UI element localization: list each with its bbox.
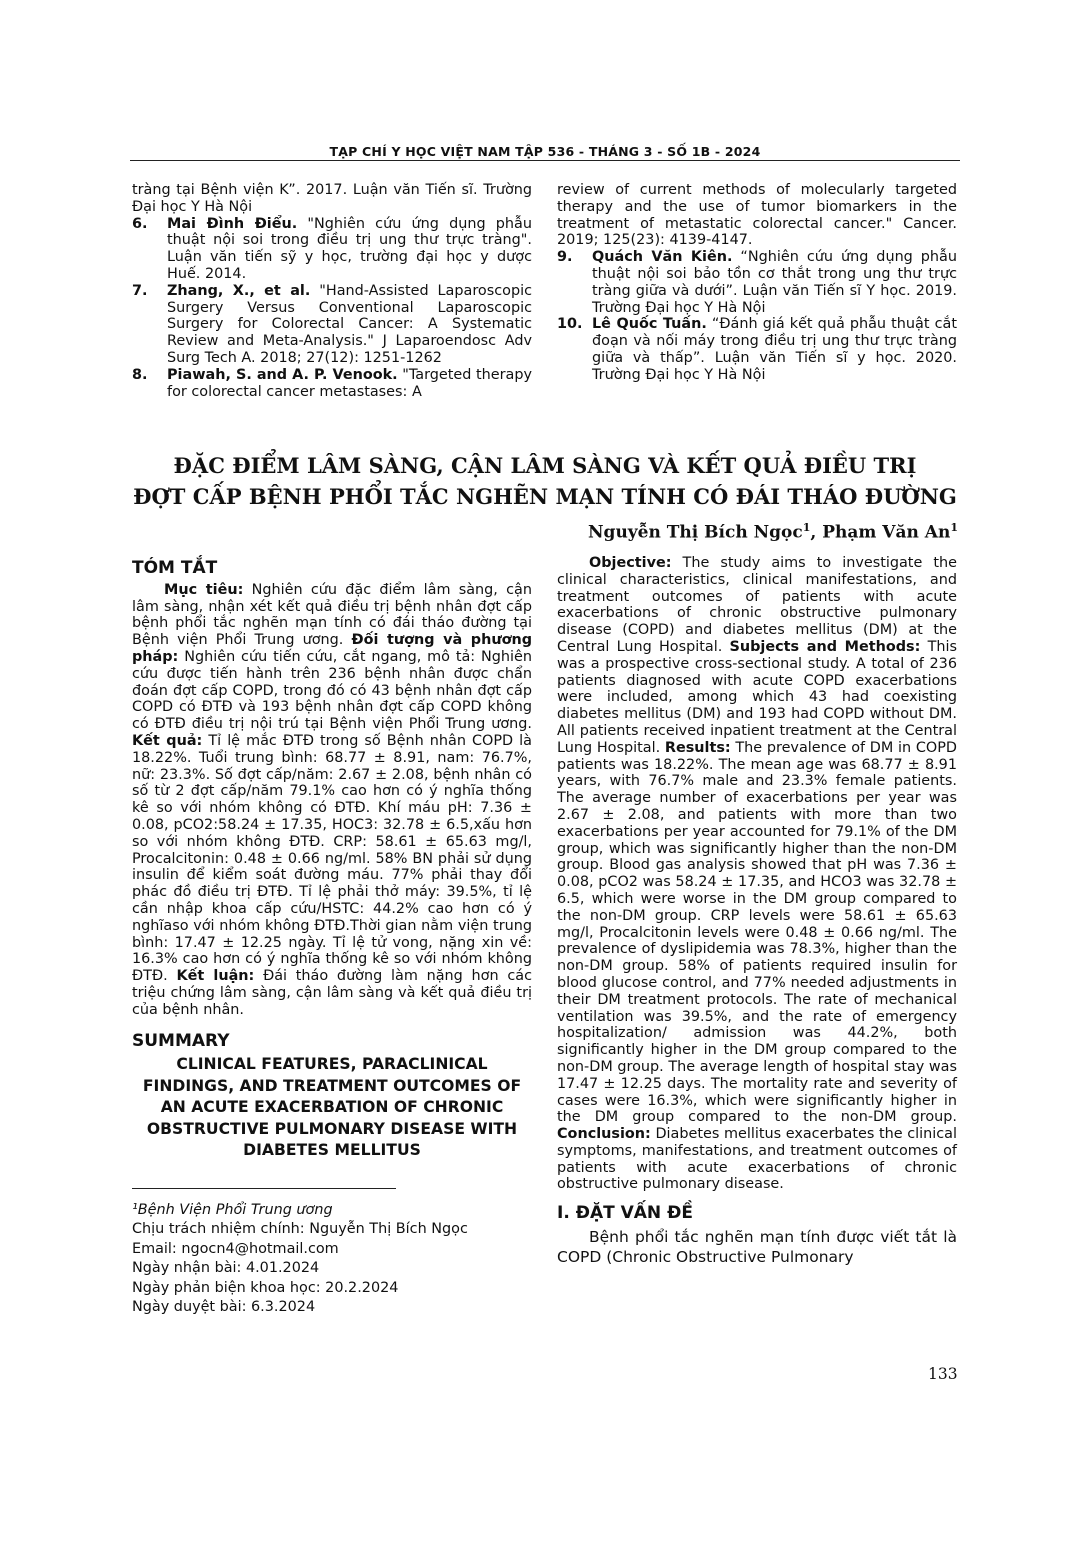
reference-9 xyxy=(557,249,957,316)
header-rule xyxy=(130,160,960,161)
summary-title: CLINICAL FEATURES, PARACLINICAL FINDINGS, AND TREATMENT OUTCOMES OF AN ACUTE EXACERBATION OF CHRONIC OBSTRUCTIVE PULMONARY DISEASE WITH DIABETES MELLITUS xyxy=(142,1055,522,1160)
reference-6 xyxy=(132,216,532,283)
text-results: The prevalence of DM in COPD patients was 18.22%. The mean age was 68.77 ± 8.91 years, with 76.7% male and 23.3% female patients. The average number of exacerbations per year was 2.67 ± 2.08, and patients with more than two exacerbations per year accounted for 79.1% of the DM group, which was significantly higher than the non-DM group. Blood gas analysis showed that pH was 7.36 ± 0.08, pCO2 was 58.24 ± 17.35, and HCO3 was 32.78 ± 6.5, which were worse in the DM group compared to the non-DM group. CRP levels were 58.61 ± 65.63 mg/l, Procalcitonin levels were 0.48 ± 0.66 ng/ml. The prevalence of dyslipidemia was 78.3%, higher than the non-DM group. 58% of patients required insulin for blood glucose control, and 77% needed adjustments in their DM treatment protocols. The rate of mechanical ventilation was 39.5%, and the rate of emergency hospitalization/ admission was 44.2%, both significantly higher in the DM group compared to the non-DM group. The average length of hospital stay was 17.47 ± 12.25 days. The mortality rate and severity of cases were 16.3%, which were significantly higher in the DM group compared to the non-DM group. xyxy=(557,739,957,1126)
reference-author: Zhang, X., et al. xyxy=(167,282,311,299)
author-separator: , xyxy=(810,522,823,543)
reference-number: 6. xyxy=(132,215,148,232)
references-right xyxy=(557,182,957,384)
footnote-rule xyxy=(132,1188,396,1189)
tom-tat-heading: TÓM TẮT xyxy=(132,558,218,578)
author-1-affiliation: 1 xyxy=(802,521,811,534)
corresponding-author: Chịu trách nhiệm chính: Nguyễn Thị Bích Ngọc xyxy=(132,1221,468,1238)
text-doi-tuong: Nghiên cứu tiến cứu, cắt ngang, mô tả: Nghiên cứu được tiến hành trên 236 bệnh nhân được chẩn đoán đợt cấp COPD, trong đó có 43 bệnh nhân đợt cấp COPD có ĐTĐ và 193 bệnh nhân đợt cấp COPD không có ĐTĐ điều trị nội trú tại Bệnh viện Phổi Trung ương. xyxy=(132,648,532,733)
label-results: Results: xyxy=(664,739,731,756)
label-subjects: Subjects and Methods: xyxy=(729,638,921,655)
reference-text: "Hand-Assisted Laparoscopic Surgery Versus Conventional Laparoscopic Surgery for Colorectal Cancer: A Systematic Review and Meta-Analysis." J Laparoendosc Adv Surg Tech A. 2018; 27(12): 1251-1262 xyxy=(167,282,532,366)
reference-author: Lê Quốc Tuấn. xyxy=(592,316,707,333)
reference-8 xyxy=(132,367,532,401)
reference-number: 7. xyxy=(132,282,148,299)
references-left xyxy=(132,182,532,400)
tom-tat-abstract xyxy=(132,582,532,1019)
reference-author: Piawah, S. and A. P. Venook. xyxy=(167,366,398,383)
author-1: Nguyễn Thị Bích Ngọc xyxy=(588,522,803,543)
footnote xyxy=(132,1201,532,1318)
reference-8-continuation: review of current methods of molecularly targeted therapy and the use of tumor biomarkers in the treatment of metastatic colorectal cancer." Cancer. 2019; 125(23): 4139-4147. xyxy=(557,182,957,249)
label-conclusion: Conclusion: xyxy=(557,1126,651,1143)
label-muc-tieu: Mục tiêu: xyxy=(164,581,244,598)
author-2-affiliation: 1 xyxy=(950,521,958,534)
reference-text: “Đánh giá kết quả phẫu thuật cắt đoạn và nối máy trong điều trị ung thư trực tràng giữa và thấp”. Luận văn Tiến sĩ y học. 2020. Trường Đại học Y Hà Nội xyxy=(592,316,957,383)
text-muc-tieu: Nghiên cứu đặc điểm lâm sàng, cận lâm sàng, nhận xét kết quả điều trị bệnh nhân đợt cấp bệnh phổi tắc nghẽn mạn tính có đái tháo đường tại Bệnh viện Phổi Trung ương. xyxy=(132,581,532,649)
page-number: 133 xyxy=(928,1365,958,1383)
section-1-heading: I. ĐẶT VẤN ĐỀ xyxy=(557,1203,693,1224)
text-objective: The study aims to investigate the clinical characteristics, clinical manifestations, and treatment outcomes of patients with acute exacerbations of chronic obstructive pulmonary disease (COPD) and diabetes mellitus (DM) at the Central Lung Hospital. xyxy=(557,555,957,655)
reference-10 xyxy=(557,316,957,383)
affiliation: ¹Bệnh Viện Phổi Trung ương xyxy=(132,1201,333,1218)
email: Email: ngocn4@hotmail.com xyxy=(132,1240,339,1257)
summary-abstract xyxy=(557,555,957,1193)
right-column xyxy=(557,555,957,1267)
label-objective: Objective: xyxy=(589,555,672,571)
text-ket-qua: Tỉ lệ mắc ĐTĐ trong số Bệnh nhân COPD là 18.22%. Tuổi trung bình: 68.77 ± 8.91, nam: 76.7%, nữ: 23.3%. Số đợt cấp/năm: 2.67 ± 2.08, bệnh nhân có số từ 2 đợt cấp/năm 79.1% cao hơn có ý nghĩa thống kê so với nhóm không có ĐTĐ. Khí máu pH: 7.36 ± 0.08, pCO2:58.24 ± 17.35, HOC3: 32.78 ± 6.5,xấu hơn so với nhóm không ĐTĐ. CRP: 58.61 ± 65.63 mg/l, Procalcitonin: 0.48 ± 0.66 ng/ml. 58% BN phải sử dụng insulin để kiểm soát đường máu. 77% phải thay đổi phác đồ điều trị ĐTĐ. Tỉ lệ phải thở máy: 39.5%, tỉ lệ cần nhập khoa cấp cứu/HSTC: 44.2% cao hơn có ý nghĩaso với nhóm không ĐTĐ.Thời gian nằm viện trung bình: 17.47 ± 12.25 ngày. Tỉ lệ tử vong, nặng xin về: 16.3% cao hơn có ý nghĩa thống kê so với nhóm không ĐTĐ. xyxy=(132,732,532,985)
reference-5-continuation: tràng tại Bệnh viện K”. 2017. Luận văn Tiến sĩ. Trường Đại học Y Hà Nội xyxy=(132,182,532,215)
label-doi-tuong: Đối tượng và phương pháp: xyxy=(132,632,533,665)
reference-number: 8. xyxy=(132,366,148,383)
reference-number: 9. xyxy=(557,249,573,266)
summary-heading: SUMMARY xyxy=(132,1030,230,1051)
text-ket-luan: Đái tháo đường làm nặng hơn các triệu chứng lâm sàng, cận lâm sàng và kết quả điều trị của bệnh nhân. xyxy=(132,968,532,1018)
reference-author: Quách Văn Kiên. xyxy=(592,249,733,266)
journal-header: TẠP CHÍ Y HỌC VIỆT NAM TẬP 536 - THÁNG 3 - SỐ 1B - 2024 xyxy=(329,144,761,159)
reference-text: “Nghiên cứu ứng dụng phẫu thuật nội soi bảo tồn cơ thắt trong ung thư trực tràng giữa và dưới”. Luận văn Tiến sĩ Y học. 2019. Trường Đại học Y Hà Nội xyxy=(592,249,957,316)
text-subjects: This was a prospective cross-sectional study. A total of 236 patients diagnosed with acute COPD exacerbations were included, among which 43 had coexisting diabetes mellitus (DM) and 193 had COPD without DM. All patients received inpatient treatment at the Central Lung Hospital. xyxy=(557,638,957,756)
text-conclusion: Diabetes mellitus exacerbates the clinical symptoms, manifestations, and treatment outcomes of patients with acute exacerbations of chronic obstructive pulmonary disease. xyxy=(557,1126,957,1193)
author-2: Phạm Văn An xyxy=(822,522,951,543)
article-title-line-2: ĐỢT CẤP BỆNH PHỔI TẮC NGHẼN MẠN TÍNH CÓ ĐÁI THÁO ĐƯỜNG xyxy=(133,484,957,509)
reference-author: Mai Đình Điểu. xyxy=(167,215,298,232)
section-1-text: Bệnh phổi tắc nghẽn mạn tính được viết tắt là COPD (Chronic Obstructive Pulmonary xyxy=(557,1228,957,1267)
label-ket-luan: Kết luận: xyxy=(176,968,255,985)
label-ket-qua: Kết quả: xyxy=(132,732,203,749)
article-authors xyxy=(588,521,958,543)
reference-text: "Nghiên cứu ứng dụng phẫu thuật nội soi trong điều trị ung thư trực tràng". Luận văn tiến sỹ y học, trường đại học y dược Huế. 2014. xyxy=(167,215,532,282)
date-received: Ngày nhận bài: 4.01.2024 xyxy=(132,1260,320,1277)
date-reviewed: Ngày phản biện khoa học: 20.2.2024 xyxy=(132,1279,399,1296)
reference-7 xyxy=(132,283,532,367)
left-column xyxy=(132,560,532,1318)
reference-number: 10. xyxy=(557,316,583,333)
article-title xyxy=(130,450,960,512)
date-accepted: Ngày duyệt bài: 6.3.2024 xyxy=(132,1299,316,1316)
article-title-line-1: ĐẶC ĐIỂM LÂM SÀNG, CẬN LÂM SÀNG VÀ KẾT QUẢ ĐIỀU TRỊ xyxy=(173,453,917,478)
reference-text: "Targeted therapy for colorectal cancer metastases: A xyxy=(167,366,533,400)
